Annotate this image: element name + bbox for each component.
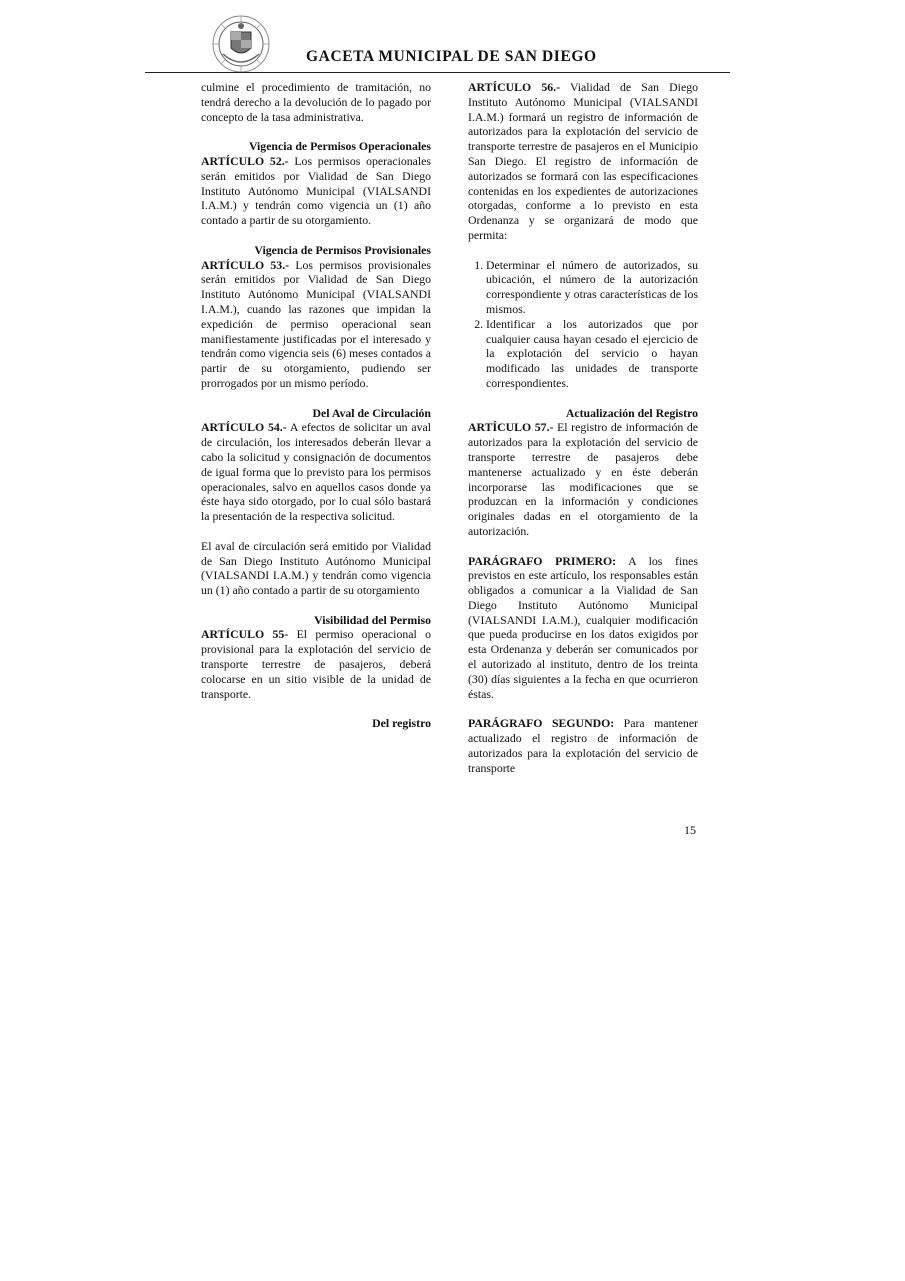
registry-purpose-list [468, 258, 698, 391]
left-column [201, 80, 431, 731]
article-55-label: ARTÍCULO 55- [201, 627, 289, 642]
article-53-label: ARTÍCULO 53.- [201, 257, 290, 272]
paragrafo-primero [468, 554, 698, 702]
heading-article-55: Visibilidad del Permiso [314, 612, 431, 627]
heading-article-54: Del Aval de Circulación [312, 405, 431, 420]
article-54-paragraph-2: El aval de circulación será emitido por Vialidad de San Diego Instituto Autónomo Municipal (VIALSANDI I.A.M.) y tendrán como vigencia un (1) año contado a partir de su otorgamiento [201, 538, 431, 598]
paragrafo-primero-label: PARÁGRAFO PRIMERO: [468, 553, 617, 568]
paragrafo-segundo-label: PARÁGRAFO SEGUNDO: [468, 716, 615, 731]
heading-article-52: Vigencia de Permisos Operacionales [248, 139, 431, 154]
article-57-text: El registro de información de autorizados para la explotación del servicio de transporte terrestre de pasajeros debe mantenerse actualizado y en éste deberán incorporarse las modificaciones que se produzcan en la información y condiciones originales dadas en el otorgamiento de la autorización. [468, 420, 698, 538]
article-57-label: ARTÍCULO 57.- [468, 420, 554, 435]
header-divider [145, 72, 730, 73]
article-55 [201, 627, 431, 701]
article-54 [201, 420, 431, 524]
article-52-label: ARTÍCULO 52.- [201, 153, 289, 168]
page-number: 15 [684, 823, 696, 837]
list-item: 2. Identificar a los autorizados que por cualquier causa hayan cesado el ejercicio de la explotación del servicio o hayan modificado las unidades de transporte correspondientes. [486, 317, 698, 391]
article-57 [468, 420, 698, 538]
right-column [468, 80, 698, 775]
heading-article-56: Del registro [372, 716, 431, 731]
intro-paragraph: culmine el procedimiento de tramitación, no tendrá derecho a la devolución de lo pagado por concepto de la tasa administrativa. [201, 80, 431, 124]
article-52 [201, 154, 431, 228]
paragrafo-segundo [468, 716, 698, 775]
page-header-title: GACETA MUNICIPAL DE SAN DIEGO [306, 48, 597, 65]
article-54-label: ARTÍCULO 54.- [201, 420, 287, 435]
heading-article-53: Vigencia de Permisos Provisionales [254, 242, 431, 257]
article-56 [468, 80, 698, 243]
paragrafo-primero-text: A los fines previstos en este artículo, los responsables están obligados a comunicar a la Vialidad de San Diego Instituto Autónomo Municipal (VIALSANDI I.A.M.), cualquier modificación que pueda producirse en los datos exigidos por esta Ordenanza y deberán ser comunicados por el autorizado al instituto, dentro de los treinta (30) días siguientes a la fecha en que ocurrieron éstas. [468, 553, 698, 701]
article-52-text: Los permisos operacionales serán emitidos por Vialidad de San Diego Instituto Autónomo Municipal (VIALSANDI I.A.M.) y tendrán como vigencia un (1) año contado a partir de su otorgamiento. [201, 153, 431, 228]
heading-article-57: Actualización del Registro [565, 405, 698, 420]
article-53 [201, 258, 431, 391]
paragrafo-segundo-text: Para mantener actualizado el registro de información de autorizados para la explotación del servicio de transporte [468, 716, 698, 775]
article-56-text: Vialidad de San Diego Instituto Autónomo Municipal (VIALSANDI I.A.M.) formará un registro de información de autorizados para la explotación del servicio de transporte terrestre de pasajeros en el Municipio San Diego. El registro de información de autorizados se formará con las especificaciones contenidas en los expedientes de autorizaciones otorgadas, conforme a lo previsto en esta Ordenanza y se organizará de modo que permita: [468, 80, 698, 242]
article-53-text: Los permisos provisionales serán emitidos por Vialidad de San Diego Instituto Autónomo Municipal (VIALSANDI I.A.M.), cuando las razones que impidan la expedición de permiso operacional sean manifiestamente justificadas por el interesado y tendrán como vigencia seis (6) meses contados a partir de su otorgamiento, pudiendo ser prorrogados por un mismo período. [201, 257, 432, 390]
municipal-seal-icon [209, 14, 273, 74]
article-54-text: A efectos de solicitar un aval de circulación, los interesados deberán llevar a cabo la solicitud y consignación de documentos de igual forma que lo previsto para los permisos operacionales, salvo en aquellos casos donde ya éste haya sido otorgado, por lo cual sólo bastará la presentación de la respectiva solicitud. [201, 420, 431, 524]
article-55-text: El permiso operacional o provisional para la explotación del servicio de transporte terrestre de pasajeros, deberá colocarse en un sitio visible de la unidad de transporte. [201, 627, 431, 701]
list-item: 1. Determinar el número de autorizados, su ubicación, el número de la autorización correspondiente y otras características de los mismos. [486, 258, 698, 317]
article-56-label: ARTÍCULO 56.- [468, 80, 560, 94]
